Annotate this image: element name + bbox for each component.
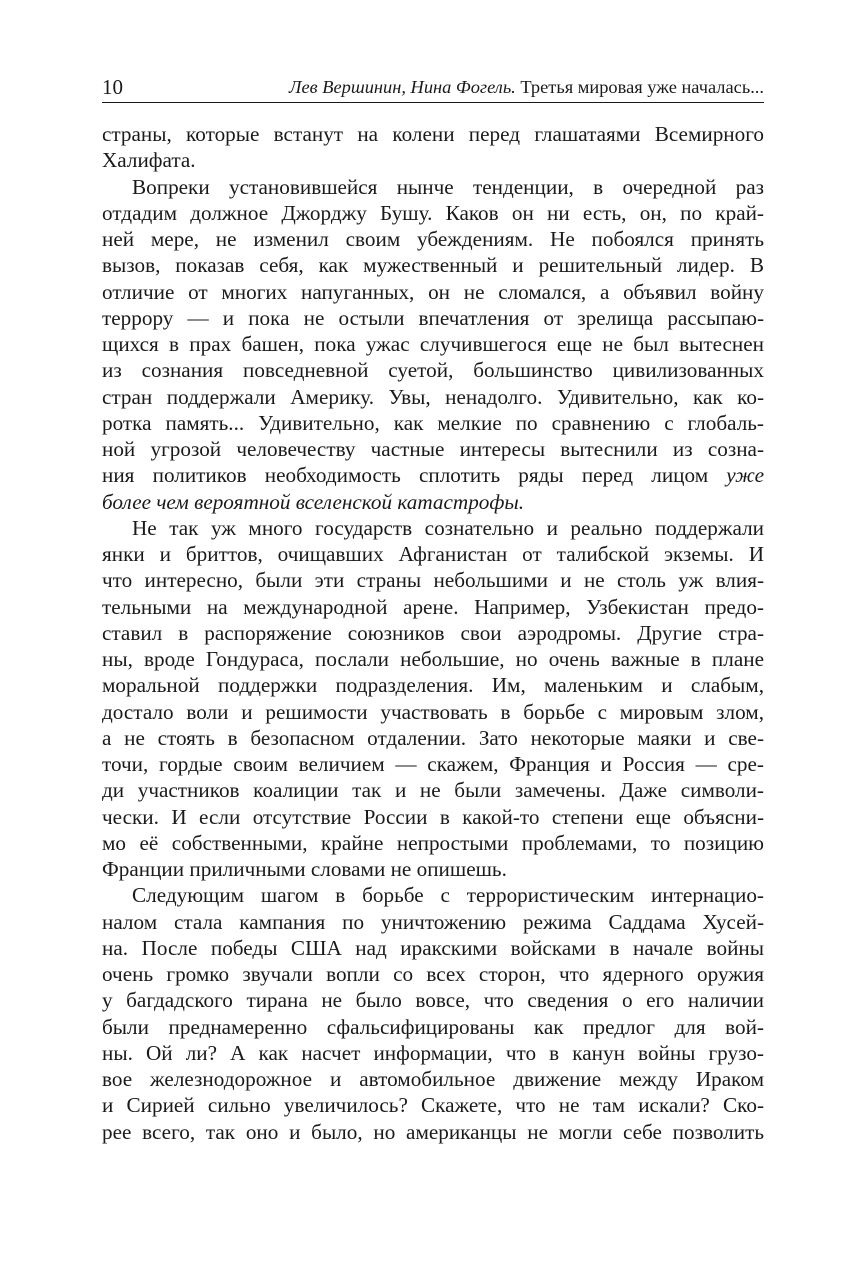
text-line: а не стоять в безопасном отдалении. Зато некоторые маяки и све-: [102, 725, 764, 750]
text-line: отличие от многих напуганных, он не сломался, а объявил войну: [102, 279, 764, 304]
text-line: Не так уж много государств сознательно и реально поддержали: [132, 515, 764, 540]
running-head: [102, 72, 764, 103]
emphasis-text: уже: [726, 463, 765, 488]
text-line: ди участников коалиции так и не были замечены. Даже символи-: [102, 778, 764, 803]
text-line: отдадим должное Джорджу Бушу. Каков он ни есть, он, по край-: [102, 200, 764, 225]
text-segment: ния политиков необходимость сплотить ряды перед лицом: [102, 463, 709, 488]
text-line-with-emphasis: [102, 462, 764, 488]
text-line: что интересно, были эти страны небольшими и не столь уж влия-: [102, 568, 764, 593]
text-line: ны. Ой ли? А как насчет информации, что в канун войны грузо-: [102, 1040, 764, 1065]
text-line: ротка память... Удивительно, как мелкие по сравнению с глобаль-: [102, 410, 764, 435]
text-line: точи, гордые своим величием — скажем, Франция и Россия — сре-: [102, 752, 764, 776]
text-line: вызов, показав себя, как мужественный и решительный лидер. В: [102, 253, 764, 278]
text-line: Франции приличными словами не опишешь.: [102, 857, 507, 881]
text-line: Халифата.: [102, 148, 196, 173]
text-line: ставил в распоряжение союзников свои аэродромы. Другие стра-: [102, 620, 764, 645]
page-number: 10: [102, 75, 123, 99]
text-line: были преднамеренно сфальсифицированы как предлог для вой-: [102, 1014, 764, 1039]
text-line: у багдадского тирана не было вовсе, что сведения о его наличии: [102, 988, 764, 1013]
emphasis-line: более чем вероятной вселенской катастрофы.: [102, 489, 525, 514]
text-line: страны, которые встанут на колени перед глашатаями Всемирного: [102, 122, 764, 146]
text-line: тельными на международной арене. Например, Узбекистан предо-: [102, 594, 764, 619]
text-line: рее всего, так оно и было, но американцы не могли себе позволить: [102, 1119, 764, 1144]
text-line: и Сирией сильно увеличилось? Скажете, что не там искали? Ско-: [102, 1093, 764, 1118]
book-page: [102, 72, 764, 1145]
text-line: мо её собственными, крайне непростыми проблемами, то позицию: [102, 830, 764, 855]
text-line: очень громко звучали вопли со всех сторон, что ядерного оружия: [102, 962, 764, 986]
paragraph: [102, 882, 764, 1145]
text-line: янки и бриттов, очищавших Афганистан от талибской экземы. И: [102, 542, 764, 566]
text-line: чески. И если отсутствие России в какой-то степени еще объясни-: [102, 804, 764, 829]
text-line: ны, вроде Гондураса, послали небольшие, но очень важные в плане: [102, 647, 764, 671]
text-line: Следующим шагом в борьбе с террористическим интернацио-: [132, 883, 764, 908]
text-line: ной угрозой человечеству частные интересы вытеснили из созна-: [102, 437, 764, 461]
text-line: стран поддержали Америку. Увы, ненадолго. Удивительно, как ко-: [102, 384, 764, 409]
text-line: достало воли и решимости участвовать в борьбе с мировым злом,: [102, 699, 764, 724]
text-line: ней мере, не изменил своим убеждениям. Не побоялся принять: [102, 227, 764, 251]
text-line: из сознания повседневной суетой, большинство цивилизованных: [102, 358, 764, 383]
text-line: Вопреки установившейся нынче тенденции, в очередной раз: [132, 174, 764, 199]
paragraph: [102, 515, 764, 883]
running-title: [289, 72, 764, 102]
text-line: моральной поддержки подразделения. Им, маленьким и слабым,: [102, 673, 764, 698]
text-line: щихся в прах башен, пока ужас случившегося еще не был вытеснен: [102, 332, 764, 356]
paragraph: [102, 174, 764, 515]
header-book-title: Третья мировая уже началась...: [520, 77, 764, 97]
paragraph: [102, 121, 764, 174]
text-line: террору — и пока не остыли впечатления от зрелища рассыпаю-: [102, 305, 764, 330]
body-text: [102, 121, 764, 1145]
header-authors: Лев Вершинин, Нина Фогель.: [289, 77, 516, 97]
text-line: вое железнодорожное и автомобильное движение между Ираком: [102, 1067, 764, 1091]
text-line: налом стала кампания по уничтожению режима Саддама Хусей-: [102, 909, 764, 934]
text-line: на. После победы США над иракскими войсками в начале войны: [102, 935, 764, 960]
